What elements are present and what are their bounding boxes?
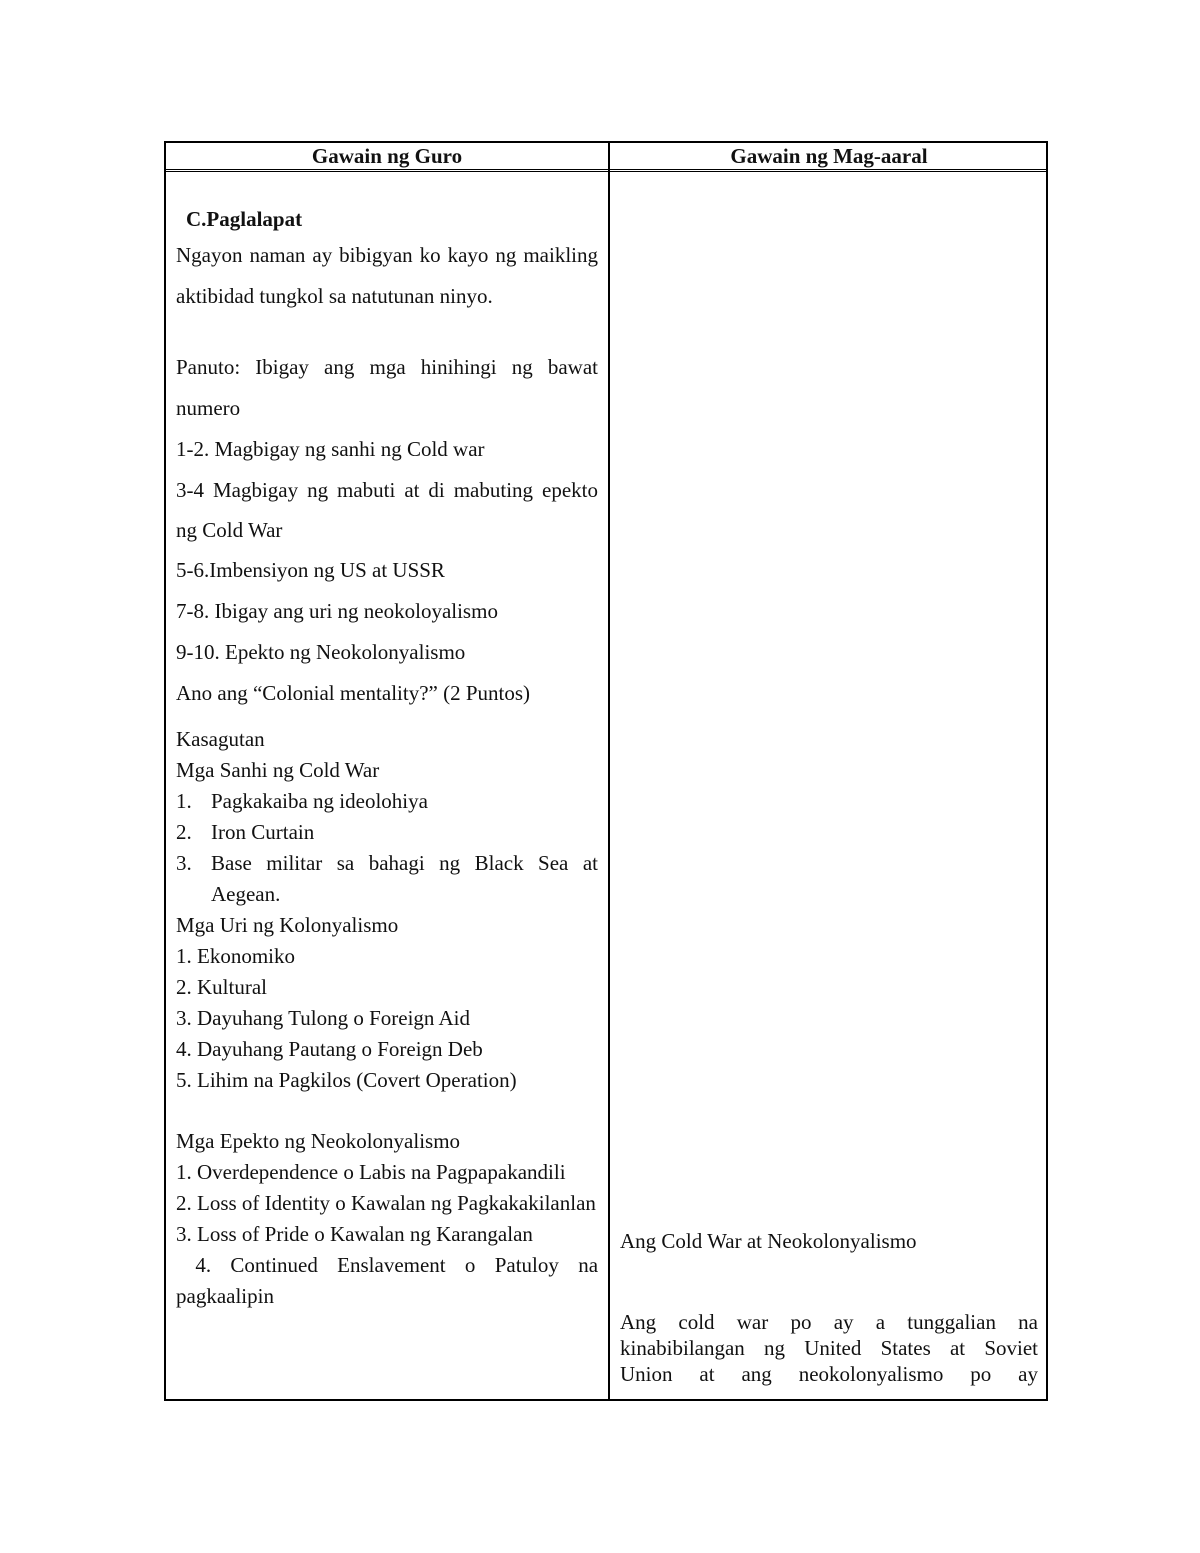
activity-item: 1-2. Magbigay ng sanhi ng Cold war — [176, 437, 485, 461]
activity-item: 3-4 Magbigay ng mabuti at di mabuting epekto ng Cold War — [176, 478, 598, 542]
activity-item: Ano ang “Colonial mentality?” (2 Puntos) — [176, 681, 531, 705]
list-item — [176, 786, 598, 817]
answer-line: Ang cold war po ay a tunggalian na — [620, 1310, 1038, 1334]
answer-line: Union at ang neokolonyalismo po ay — [620, 1362, 1038, 1386]
types-heading: Mga Uri ng Kolonyalismo — [176, 913, 399, 937]
list-text: Iron Curtain — [211, 820, 315, 844]
column-divider — [608, 143, 610, 1399]
list-number: 3. — [176, 851, 192, 875]
list-text: Base militar sa bahagi ng Black Sea at Aegean. — [211, 851, 598, 906]
causes-list — [176, 786, 598, 910]
student-title-block — [620, 1226, 1038, 1257]
activity-item: 5-6.Imbensiyon ng US at USSR — [176, 558, 445, 582]
causes-heading: Mga Sanhi ng Cold War — [176, 758, 380, 782]
section-title: C.Paglalapat — [186, 207, 303, 231]
intro-paragraph: Ngayon naman ay bibigyan ko kayo ng maikling aktibidad tungkol sa natutunan ninyo. — [176, 243, 598, 308]
teacher-activity-cell — [176, 175, 604, 1312]
lesson-plan-table — [164, 141, 1048, 1401]
answer-line: kinabibilangan ng United States at Soviet — [620, 1336, 1038, 1360]
list-item: 3. Dayuhang Tulong o Foreign Aid — [176, 1006, 471, 1030]
list-number: 1. — [176, 789, 192, 813]
list-text: Pagkakaiba ng ideolohiya — [211, 789, 428, 813]
answers-label: Kasagutan — [176, 727, 265, 751]
activity-item: 7-8. Ibigay ang uri ng neokoloyalismo — [176, 599, 498, 623]
list-item: 1. Ekonomiko — [176, 944, 295, 968]
list-item: 1. Overdependence o Labis na Pagpapakandili — [176, 1160, 566, 1184]
effects-heading: Mga Epekto ng Neokolonyalismo — [176, 1129, 461, 1153]
activity-item: 9-10. Epekto ng Neokolonyalismo — [176, 640, 466, 664]
student-answer-block — [620, 1309, 1038, 1387]
list-item: 4. Continued Enslavement o Patuloy na pagkaalipin — [176, 1253, 604, 1308]
list-item: 2. Kultural — [176, 975, 267, 999]
list-item: 2. Loss of Identity o Kawalan ng Pagkakakilanlan — [176, 1191, 596, 1215]
list-item: 5. Lihim na Pagkilos (Covert Operation) — [176, 1068, 517, 1092]
list-item — [176, 848, 598, 910]
directions-paragraph: Panuto: Ibigay ang mga hinihingi ng bawat numero — [176, 355, 598, 420]
list-item: 4. Dayuhang Pautang o Foreign Deb — [176, 1037, 483, 1061]
list-item — [176, 817, 598, 848]
header-student-activity: Gawain ng Mag-aaral — [730, 144, 928, 168]
list-item: 3. Loss of Pride o Kawalan ng Karangalan — [176, 1222, 533, 1246]
header-teacher-activity: Gawain ng Guro — [311, 144, 463, 168]
list-number: 2. — [176, 820, 192, 844]
student-title: Ang Cold War at Neokolonyalismo — [620, 1229, 917, 1253]
